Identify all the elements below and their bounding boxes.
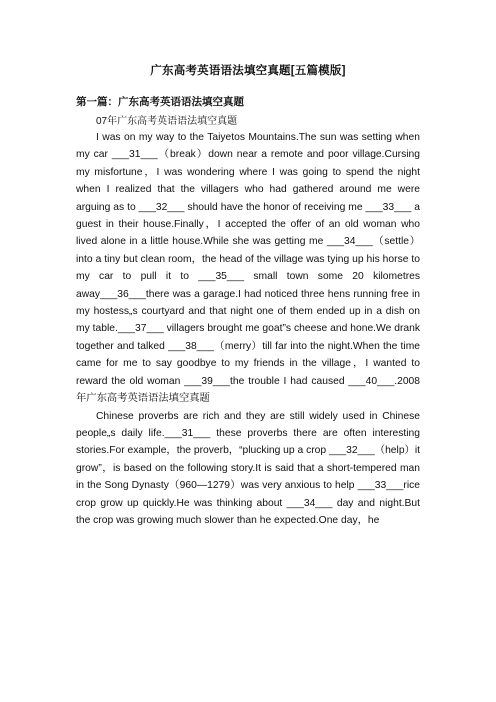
subheading-2007: 07年广东高考英语语法填空真题 xyxy=(96,116,238,127)
section-heading: 第一篇：广东高考英语语法填空真题 xyxy=(76,96,244,108)
document-title: 广东高考英语语法填空真题[五篇模版] xyxy=(150,65,346,77)
paragraph-2008: Chinese proverbs are rich and they are still widely used in Chinese people„s daily life.___31___ these proverbs there are often interesting stories.For example，the proverb，“plucking up a crop ___32___（help）it grow”，is based on the following story.It is said that a short-tempered man in the Song Dynasty（960—1279）was very anxious to help ___33___rice crop grow up quickly.He was thinking about ___34___ day and night.But the crop was growing much slower than he expected.One day，he xyxy=(76,410,420,526)
paragraph-2007: I was on my way to the Taiyetos Mountains.The sun was setting when my car ___31___（break）down near a remote and poor village.Cursing my misfortune，I was wondering where I was going to spend the night when I realized that the villagers who had gathered around me were arguing as to ___32___ should have the honor of receiving me ___33___ a guest in their house.Finally，I accepted the offer of an old woman who lived alone in a little house.While she was getting me ___34___（settle）into a tiny but clean room，the head of the village was tying up his horse to my car to pull it to ___35___ small town some 20 kilometres away___36___there was a garage.I had noticed three hens running free in my hostess„s courtyard and that night one of them ended up in a dish on my table.___37___ villagers brought me goat”s cheese and hone.We drank together and talked ___38___（merry）till far into the night.When the time came for me to say goodbye to my friends in the village，I wanted to reward the old woman ___39___the trouble I had caused ___40___.2008年广东高考英语语法填空真题 xyxy=(76,132,420,405)
